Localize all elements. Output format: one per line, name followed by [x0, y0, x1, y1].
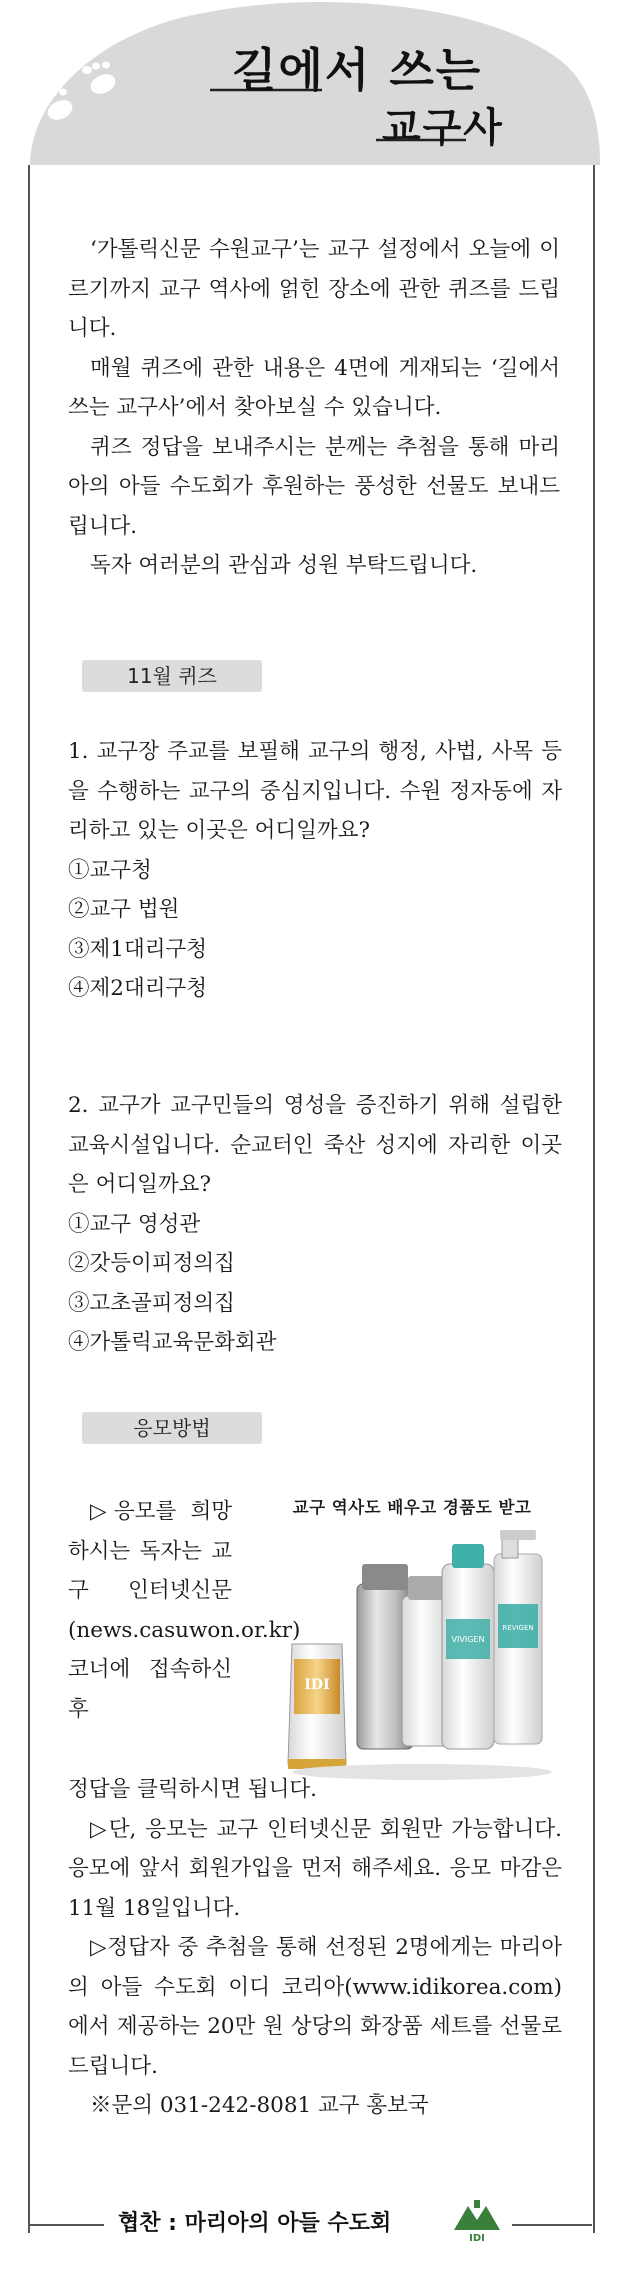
footer-divider — [28, 2224, 104, 2226]
product-label: IDI — [304, 1677, 330, 1693]
question-1 — [68, 732, 562, 1009]
column-title: 길에서 쓰는 — [232, 43, 483, 97]
intro-text — [68, 230, 560, 586]
logo-text: IDI — [469, 2233, 485, 2244]
apply-lead-end: 정답을 클릭하시면 됩니다. — [68, 1777, 317, 1802]
answer-option: ④가톨릭교육문화회관 — [68, 1330, 277, 1355]
answer-option: ②교구 법원 — [68, 897, 180, 922]
intro-paragraph: 독자 여러분의 관심과 성원 부탁드립니다. — [90, 553, 478, 578]
answer-option: ①교구청 — [68, 857, 152, 883]
question-text: 1. 교구장 주교를 보필해 교구의 행정, 사법, 사목 등을 수행하는 교구의 중심지입니다. 수원 정자동에 자리하고 있는 이곳은 어디일까요? — [68, 739, 562, 843]
answer-option: ③고초골피정의집 — [68, 1290, 235, 1316]
apply-lead-text: ▷응모를 희망하시는 독자는 교구 인터넷신문(news.casuwon.or.kr) 코너에 접속하신 후 — [68, 1499, 301, 1722]
question-text: 2. 교구가 교구민들의 영성을 증진하기 위해 설립한 교육시설입니다. 순교터인 죽산 성지에 자리한 이곳은 어디일까요? — [68, 1093, 562, 1197]
intro-paragraph: 퀴즈 정답을 보내주시는 분께는 추첨을 통해 마리아의 아들 수도회가 후원하는 풍성한 선물도 보내드립니다. — [68, 434, 560, 539]
answer-option: ④제2대리구청 — [68, 976, 208, 1001]
product-label: REVIGEN — [502, 1624, 534, 1632]
promo-title: 교구 역사도 배우고 경품도 받고 — [292, 1498, 532, 1517]
promo-box — [262, 1494, 562, 1799]
apply-note: ▷단, 응모는 교구 인터넷신문 회원만 가능합니다. 응모에 앞서 회원가입을 먼저 해주세요. 응모 마감은 11월 18일입니다. — [68, 1816, 562, 1921]
cosmetics-set-image — [262, 1524, 562, 1794]
apply-note: ▷정답자 중 추첨을 통해 선정된 2명에게는 마리아의 아들 수도회 이디 코리아(www.idikorea.com)에서 제공하는 20만 원 상당의 화장품 세트를 선물로 드립니다. — [68, 1935, 562, 2079]
sponsor-text: 협찬 : 마리아의 아들 수도회 — [118, 2211, 392, 2236]
intro-paragraph: 매월 퀴즈에 관한 내용은 4면에 게재되는 ‘길에서 쓰는 교구사’에서 찾아보실 수 있습니다. — [68, 355, 560, 420]
question-2 — [68, 1086, 562, 1363]
header — [0, 0, 625, 165]
inquiry-note: ※문의 031-242-8081 교구 홍보국 — [90, 2093, 429, 2118]
footer — [0, 2196, 625, 2246]
apply-notes — [68, 1770, 562, 2126]
idi-logo-icon — [448, 2196, 506, 2244]
intro-paragraph: ‘가톨릭신문 수원교구’는 교구 설정에서 오늘에 이르기까지 교구 역사에 얽힌 장소에 관한 퀴즈를 드립니다. — [68, 237, 560, 341]
product-label: VIVIGEN — [451, 1635, 485, 1644]
column-subtitle: 교구사 — [382, 105, 504, 151]
answer-option: ③제1대리구청 — [68, 936, 208, 962]
answer-option: ①교구 영성관 — [68, 1211, 201, 1237]
answer-option: ②갓등이피정의집 — [68, 1251, 235, 1276]
quiz-section-label: 11월 퀴즈 — [82, 660, 262, 692]
apply-section-label: 응모방법 — [82, 1412, 262, 1444]
footer-divider — [512, 2224, 592, 2226]
